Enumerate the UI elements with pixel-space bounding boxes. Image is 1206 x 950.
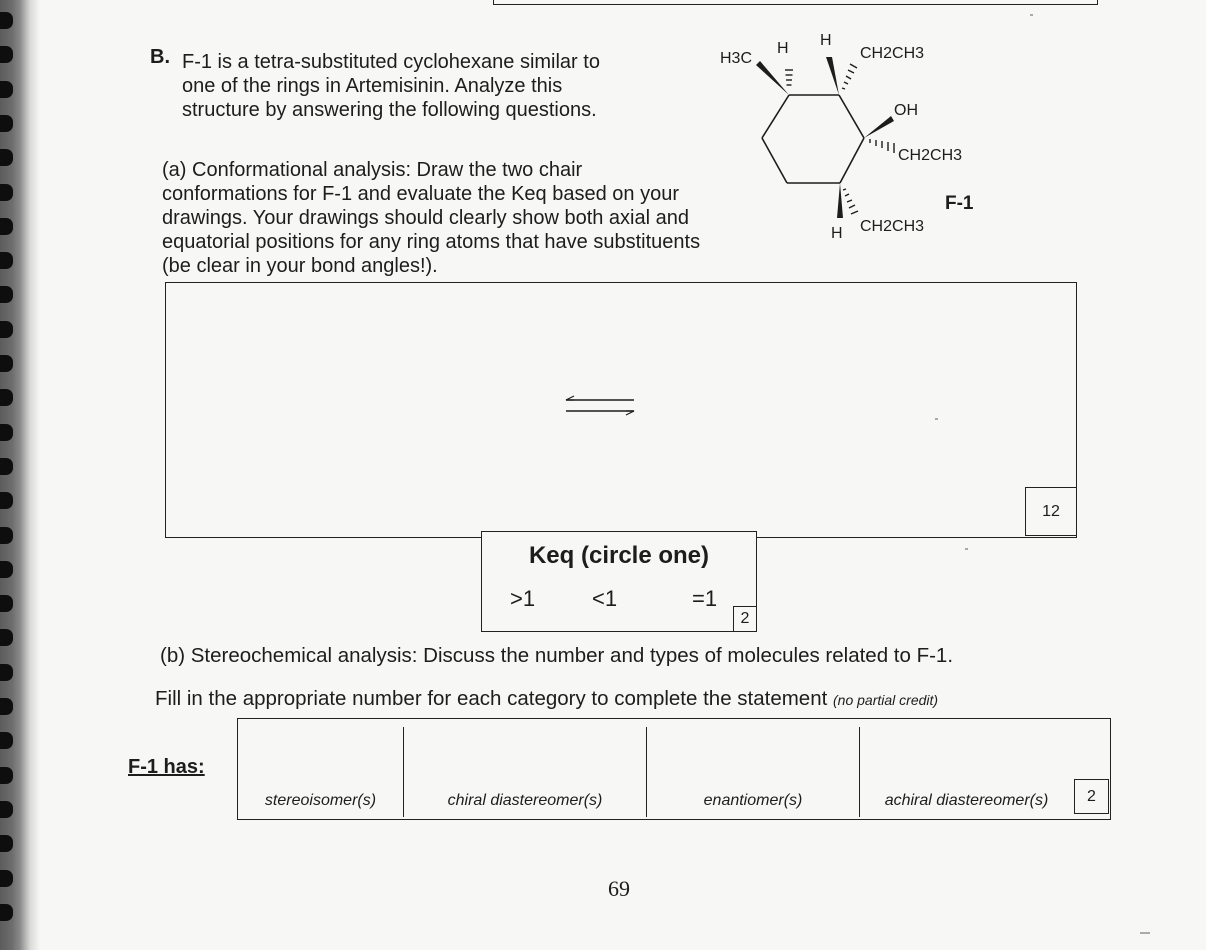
binding-hole (0, 629, 13, 646)
ethyl-label: CH2CH3 (898, 147, 963, 164)
fill-in-instructions (155, 687, 938, 712)
binding-hole (0, 355, 13, 372)
category-label: stereoisomer(s) (264, 792, 377, 809)
binding-hole (0, 81, 13, 98)
part-a-line: (be clear in your bond angles!). (162, 255, 438, 277)
binding-hole (0, 698, 13, 715)
binding-hole (0, 835, 13, 852)
chiral-diastereomer-cell[interactable] (403, 727, 646, 817)
category-label: achiral diastereomer(s) (884, 792, 1049, 809)
binding-hole (0, 12, 13, 29)
keq-title: Keq (circle one) (528, 542, 710, 569)
category-label: enantiomer(s) (703, 792, 803, 809)
binding-hole (0, 184, 13, 201)
part-a-question (162, 158, 700, 278)
binding-hole (0, 904, 13, 921)
paper-speck (935, 418, 938, 420)
part-b-question: (b) Stereochemical analysis: Discuss the number and types of molecules related to F-1. (160, 644, 954, 667)
paper-speck (965, 548, 968, 550)
intro-line: F-1 is a tetra-substituted cyclohexane similar to (182, 51, 600, 73)
achiral-diastereomer-cell[interactable] (859, 727, 1073, 817)
binding-hole (0, 321, 13, 338)
previous-answer-box-edge (493, 0, 1098, 5)
intro-line: one of the rings in Artemisinin. Analyze this (182, 75, 563, 97)
part-a-line: (a) Conformational analysis: Draw the two chair (162, 159, 583, 181)
keq-option-less[interactable]: <1 (592, 586, 618, 611)
binding-hole (0, 115, 13, 132)
binding-hole (0, 527, 13, 544)
keq-answer-box (481, 531, 757, 632)
methyl-label: H3C (720, 50, 753, 67)
binding-hole (0, 286, 13, 303)
points-badge: 12 (1025, 487, 1077, 536)
binding-hole (0, 595, 13, 612)
part-a-line: equatorial positions for any ring atoms that have substituents (162, 231, 701, 253)
hydroxyl-label: OH (894, 102, 918, 119)
binding-hole (0, 46, 13, 63)
keq-option-greater[interactable]: >1 (510, 586, 536, 611)
enantiomer-cell[interactable] (646, 727, 859, 817)
binding-hole (0, 664, 13, 681)
paper-speck (1030, 14, 1033, 16)
equilibrium-arrows-icon (561, 393, 641, 417)
molecule-f1-structure (700, 25, 1000, 250)
category-label: chiral diastereomer(s) (447, 792, 603, 809)
paper-speck (1140, 932, 1150, 934)
points-badge: 2 (1074, 779, 1109, 814)
ethyl-label: CH2CH3 (860, 45, 925, 62)
part-a-line: drawings. Your drawings should clearly show both axial and (162, 207, 689, 229)
h-label: H (820, 32, 832, 49)
binding-hole (0, 870, 13, 887)
part-a-line: conformations for F-1 and evaluate the Keq based on your (162, 183, 679, 205)
binding-hole (0, 149, 13, 166)
f1-has-label: F-1 has: (128, 756, 205, 778)
h-label: H (777, 40, 789, 57)
stereoisomer-table (237, 718, 1111, 820)
points-badge: 2 (733, 606, 757, 632)
ethyl-label: CH2CH3 (860, 218, 925, 235)
intro-text (182, 50, 600, 122)
binding-hole (0, 458, 13, 475)
fill-in-text: Fill in the appropriate number for each category to complete the statement (155, 687, 828, 710)
stereoisomer-cell[interactable] (238, 727, 403, 817)
chair-drawing-answer-box[interactable] (165, 282, 1077, 538)
binding-hole (0, 732, 13, 749)
intro-line: structure by answering the following questions. (182, 99, 597, 121)
binding-hole (0, 218, 13, 235)
binding-hole (0, 801, 13, 818)
binding-hole (0, 389, 13, 406)
binding-hole (0, 561, 13, 578)
binding-hole (0, 767, 13, 784)
binding-hole (0, 492, 13, 509)
page-number: 69 (608, 876, 630, 901)
fill-in-note: (no partial credit) (833, 692, 939, 708)
h-label: H (831, 225, 843, 242)
molecule-name: F-1 (945, 193, 974, 214)
keq-option-equal[interactable]: =1 (692, 586, 718, 611)
binding-hole (0, 252, 13, 269)
section-label: B. (150, 46, 170, 68)
binding-hole (0, 424, 13, 441)
